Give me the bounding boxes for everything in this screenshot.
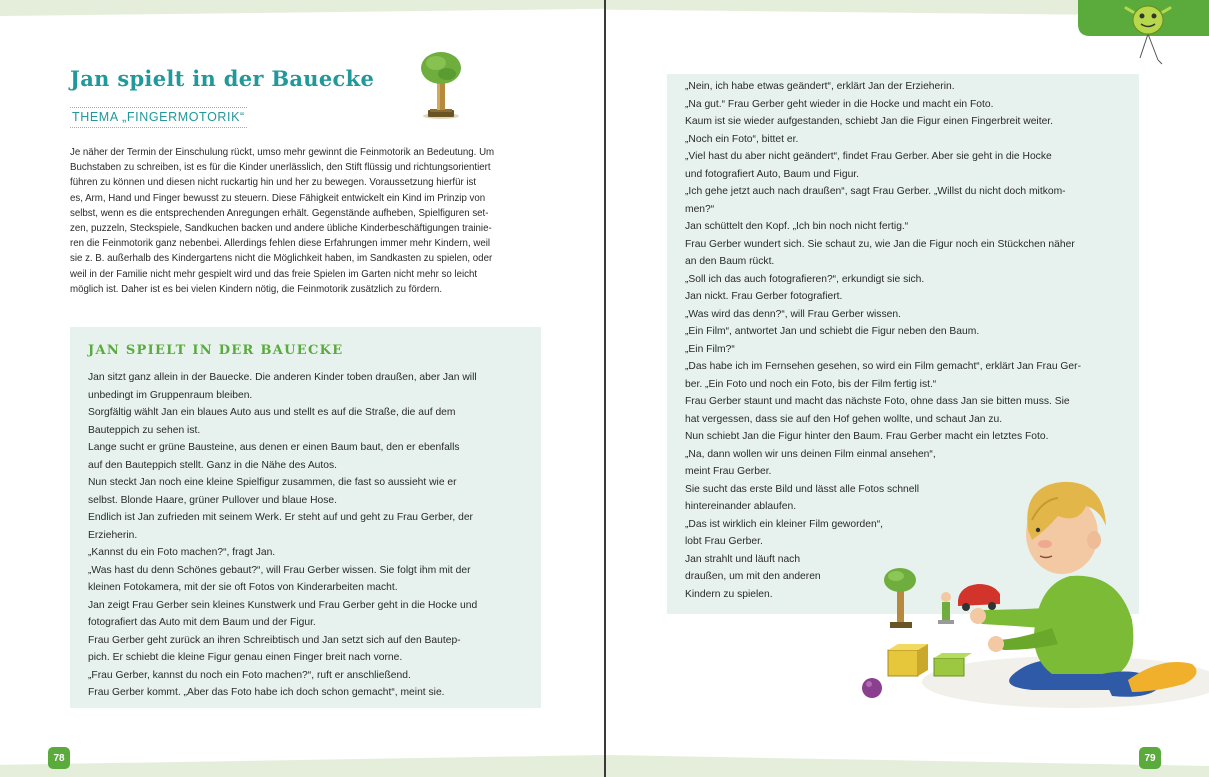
toy-tree-icon: [414, 48, 468, 120]
story-line: „Na, dann wollen wir uns deinen Film einmal ansehen“,: [685, 448, 936, 460]
story-line: Frau Gerber staunt und macht das nächste Foto, ohne dass Jan sie bitten muss. Sie: [685, 396, 1070, 407]
story-title: JAN SPIELT IN DER BAUECKE: [88, 343, 344, 358]
story-line: unbedingt im Gruppenraum bleiben.: [88, 389, 253, 401]
story-line: Frau Gerber wundert sich. Sie schaut zu, wie Jan die Figur noch ein Stückchen näher: [685, 238, 1075, 250]
story-line: Jan nickt. Frau Gerber fotografiert.: [685, 291, 843, 302]
top-band: [0, 0, 604, 16]
left-page: [0, 0, 604, 777]
page-number: 79: [1139, 747, 1161, 769]
story-line: Frau Gerber kommt. „Aber das Foto habe ich doch schon gemacht“, meint sie.: [88, 687, 445, 698]
story-line: pich. Er schiebt die kleine Figur genau einen Finger breit nach vorne.: [88, 652, 403, 663]
story-line: „Viel hast du aber nicht geändert“, findet Frau Gerber. Aber sie geht in die Hocke: [685, 151, 1052, 162]
intro-line: ren die Feinmotorik ganz nebenbei. Allerdings fehlen diese Erfahrungen immer mehr Kindern, weil: [70, 238, 491, 250]
story-line: fotografiert das Auto mit dem Baum und der Figur.: [88, 617, 316, 628]
story-line: men?“: [685, 203, 715, 215]
chapter-title: Jan spielt in der Bauecke: [70, 66, 375, 91]
intro-line: weil in der Familie nicht mehr gespielt wird und das freie Spielen im Garten nicht mehr so leicht: [70, 268, 478, 280]
page-number: 78: [48, 747, 70, 769]
story-line: ber. „Ein Foto und noch ein Foto, bis der Film fertig ist.“: [685, 378, 937, 390]
story-line: Kaum ist sie wieder aufgestanden, schiebt Jan die Figur einen Fingerbreit weiter.: [685, 116, 1054, 127]
intro-line: möglich ist. Daher ist es bei vielen Kindern nötig, die Feinmotorik zusätzlich zu fördern.: [70, 283, 443, 295]
story-line: „Ein Film“, antwortet Jan und schiebt die Figur neben den Baum.: [685, 326, 980, 337]
intro-line: führen zu können und diesen nicht ruckartig hin und her zu bewegen. Voraussetzung hierfür ist: [70, 177, 477, 189]
intro-line: selbst, wenn es die entsprechenden Anregungen erhält. Gegenstände aufheben, Spielfiguren set-: [70, 207, 489, 219]
story-box: [70, 327, 541, 708]
story-line: „Was wird das denn?“, will Frau Gerber wissen.: [685, 308, 901, 320]
story-line: Jan strahlt und läuft nach: [685, 553, 801, 565]
story-line: auf den Bauteppich stellt. Ganz in die Nähe des Autos.: [88, 459, 338, 471]
intro-line: zen, puzzeln, Steckspiele, Sandkuchen backen und andere übliche Kinderbeschäftigungen trainie-: [70, 223, 492, 235]
story-line: „Nein, ich habe etwas geändert“, erklärt Jan der Erzieherin.: [685, 81, 955, 92]
story-line: und fotografiert Auto, Baum und Figur.: [685, 168, 860, 180]
intro-line: es, Arm, Hand und Finger bewusst zu steuern. Diese Fähigkeit entwickelt ein Kind im Prinzip von: [70, 192, 486, 204]
story-line: Sie sucht das erste Bild und lässt alle Fotos schnell: [685, 483, 920, 495]
story-line: „Ein Film?“: [685, 343, 735, 355]
story-line: Jan schüttelt den Kopf. „Ich bin noch nicht fertig.“: [685, 221, 909, 232]
story-line: Nun schiebt Jan die Figur hinter den Baum. Frau Gerber macht ein letztes Foto.: [685, 431, 1049, 442]
story-line: hintereinander ablaufen.: [685, 501, 797, 512]
story-line: Jan zeigt Frau Gerber sein kleines Kunstwerk und Frau Gerber geht in die Hocke und: [88, 599, 478, 611]
story-line: draußen, um mit den anderen: [685, 571, 821, 582]
bottom-band: [0, 755, 604, 777]
theme-label: THEMA „FINGERMOTORIK“: [70, 107, 247, 128]
story-line: Erzieherin.: [88, 529, 138, 541]
story-line: kleinen Fotokamera, mit der sie oft Fotos von Kinderarbeiten macht.: [88, 582, 398, 593]
intro-paragraph: [70, 145, 544, 297]
story-line: Lange sucht er grüne Bausteine, aus denen er einen Baum baut, den er ebenfalls: [88, 442, 460, 453]
story-line: an den Baum rückt.: [685, 256, 775, 267]
story-line: Nun steckt Jan noch eine kleine Spielfigur zusammen, die fast so aussieht wie er: [88, 477, 457, 488]
story-line: Frau Gerber geht zurück an ihren Schreibtisch und Jan setzt sich auf den Bautep-: [88, 634, 461, 646]
mascot-tab: [1078, 0, 1209, 70]
story-line: lobt Frau Gerber.: [685, 536, 763, 547]
story-line: „Frau Gerber, kannst du noch ein Foto machen?“, ruft er anschließend.: [88, 669, 411, 681]
story-line: Endlich ist Jan zufrieden mit seinem Werk. Er steht auf und geht zu Frau Gerber, der: [88, 512, 473, 523]
child-playing-illustration: [832, 460, 1209, 720]
story-line: hat vergessen, dass sie auf den Hof gehen wollte, und schaut Jan zu.: [685, 413, 1003, 425]
story-line: Jan sitzt ganz allein in der Bauecke. Die anderen Kinder toben draußen, aber Jan will: [88, 372, 477, 383]
story-line: Bauteppich zu sehen ist.: [88, 424, 201, 436]
right-page: [606, 0, 1209, 777]
story-text: [88, 369, 528, 702]
story-line: „Das habe ich im Fernsehen gesehen, so wird ein Film gemacht“, erklärt Jan Frau Ger-: [685, 361, 1082, 372]
intro-line: Buchstaben zu schreiben, ist es für die Kinder unerlässlich, den Stift flüssig und richtungsorientiert: [70, 162, 491, 174]
story-line: Sorgfältig wählt Jan ein blaues Auto aus und stellt es auf die Straße, die auf dem: [88, 407, 456, 418]
story-line: „Das ist wirklich ein kleiner Film geworden“,: [685, 518, 883, 530]
story-line: meint Frau Gerber.: [685, 466, 772, 477]
story-line: Kindern zu spielen.: [685, 588, 773, 600]
story-line: „Ich gehe jetzt auch nach draußen“, sagt Frau Gerber. „Willst du nicht doch mitkom-: [685, 186, 1066, 197]
intro-line: Je näher der Termin der Einschulung rückt, umso mehr gewinnt die Feinmotorik an Bedeutung. Um: [70, 147, 495, 158]
story-line: „Na gut.“ Frau Gerber geht wieder in die Hocke und macht ein Foto.: [685, 98, 994, 110]
story-line: selbst. Blonde Haare, grüner Pullover und blaue Hose.: [88, 494, 337, 506]
story-line: „Soll ich das auch fotografieren?“, erkundigt sie sich.: [685, 273, 925, 285]
story-line: „Noch ein Foto“, bittet er.: [685, 133, 799, 145]
story-line: „Kannst du ein Foto machen?“, fragt Jan.: [88, 547, 276, 558]
story-line: „Was hast du denn Schönes gebaut?“, will Frau Gerber wissen. Sie folgt ihm mit der: [88, 564, 471, 576]
intro-line: sie z. B. außerhalb des Kindergartens nicht die Möglichkeit haben, im Sandkasten zu spielen, oder: [70, 253, 493, 265]
bottom-band: [606, 755, 1209, 777]
